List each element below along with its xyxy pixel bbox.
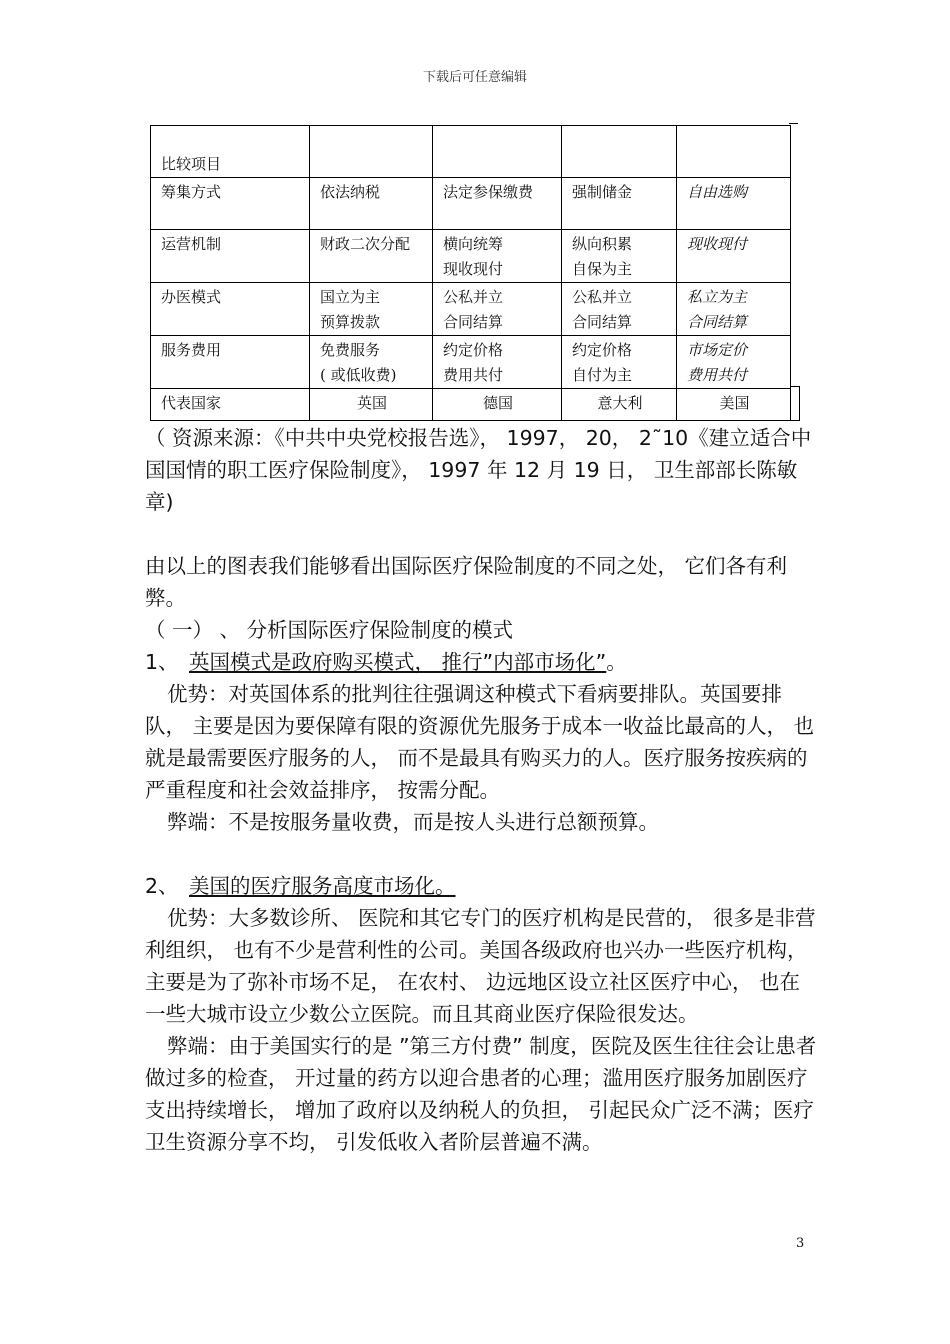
table-cell: 财政二次分配 (310, 230, 433, 283)
item-1-title-suffix: 。 (606, 650, 627, 674)
table-cell: 办医模式 (151, 283, 310, 336)
table-edge-mark (789, 123, 798, 124)
body-text (145, 422, 817, 1158)
item-1-disadvantage: 弊端：不是按服务量收费，而是按人头进行总额预算。 (167, 810, 659, 834)
table-cell: 德国 (433, 389, 562, 421)
table-cell: 服务费用 (151, 336, 310, 389)
source-note: （ 资源来源：《中共中央党校报告选》， 1997， 20， 2˜10《建立适合中国国情的职工医疗保险制度》， 1997 年 12 月 19 日， 卫生部部长陈敏章) (145, 426, 812, 514)
table-row (151, 178, 791, 230)
table-row (151, 283, 791, 336)
table-row (151, 126, 791, 178)
item-2-heading (145, 870, 817, 902)
table-cell: 横向统筹 现收现付 (433, 230, 562, 283)
header-note: 下载后可任意编辑 (422, 70, 527, 85)
item-1-advantage: 优势：对英国体系的批判往往强调这种模式下看病要排队。英国要排队， 主要是因为要保障有限的资源优先服务于成本一收益比最高的人， 也就是最需要医疗服务的人， 而不是最具有购买力的人。医疗服务按疾病的严重程度和社会效益排序， 按需分配。 (145, 682, 815, 802)
table-cell (310, 126, 433, 178)
item-1-title: 英国模式是政府购买模式， 推行”内部市场化” (189, 650, 607, 674)
table-cell: 比较项目 (151, 126, 310, 178)
section-heading: （ 一） 、 分析国际医疗保险制度的模式 (145, 618, 514, 642)
item-2-title: 美国的医疗服务高度市场化。 (189, 874, 456, 898)
item-2-advantage: 优势：大多数诊所、 医院和其它专门的医疗机构是民营的， 很多是非营利组织， 也有不少是营利性的公司。美国各级政府也兴办一些医疗机构， 主要是为了弥补市场不足， 在农村、 边远地区设立社区医疗中心， 也在一些大城市设立少数公立医院。而且其商业医疗保险很发达。 (145, 906, 816, 1026)
table-row (151, 389, 791, 421)
table-cell: 免费服务 ( 或低收费) (310, 336, 433, 389)
table-row (151, 230, 791, 283)
table-cell (677, 126, 791, 178)
spacer (145, 518, 817, 550)
table-cell: 公私并立 合同结算 (433, 283, 562, 336)
item-1-number: 1、 (145, 650, 179, 674)
spacer (145, 838, 817, 870)
comparison-table (150, 125, 791, 421)
table-cell: 英国 (310, 389, 433, 421)
table-row (151, 336, 791, 389)
table-cell: 约定价格 费用共付 (433, 336, 562, 389)
item-1-heading (145, 646, 817, 678)
table-cell: 自由选购 (677, 178, 791, 230)
table-cell: 约定价格 自付为主 (562, 336, 677, 389)
table-cell: 强制储金 (562, 178, 677, 230)
table-cell: 纵向积累 自保为主 (562, 230, 677, 283)
intro-paragraph: 由以上的图表我们能够看出国际医疗保险制度的不同之处， 它们各有利弊。 (145, 554, 788, 610)
table-cell: 运营机制 (151, 230, 310, 283)
table-cell (433, 126, 562, 178)
table-cell: 市场定价 费用共付 (677, 336, 791, 389)
table-cell: 代表国家 (151, 389, 310, 421)
item-2-disadvantage: 弊端：由于美国实行的是 ”第三方付费” 制度，医院及医生往往会让患者做过多的检查， 开过量的药方以迎合患者的心理；滥用医疗服务加剧医疗支出持续增长， 增加了政府以及纳税人的负担， 引起民众广泛不满；医疗卫生资源分享不均， 引发低收入者阶层普遍不满。 (145, 1034, 817, 1154)
table-cell: 法定参保缴费 (433, 178, 562, 230)
table-cell: 公私并立 合同结算 (562, 283, 677, 336)
table-cell: 美国 (677, 389, 791, 421)
item-2-number: 2、 (145, 874, 179, 898)
table-cell (562, 126, 677, 178)
table-extra-cell (790, 386, 800, 421)
table-cell: 筹集方式 (151, 178, 310, 230)
table-cell: 私立为主 合同结算 (677, 283, 791, 336)
table-cell: 依法纳税 (310, 178, 433, 230)
page-number: 3 (796, 1236, 805, 1251)
table-cell: 意大利 (562, 389, 677, 421)
table-cell: 现收现付 (677, 230, 791, 283)
table-cell: 国立为主 预算拨款 (310, 283, 433, 336)
